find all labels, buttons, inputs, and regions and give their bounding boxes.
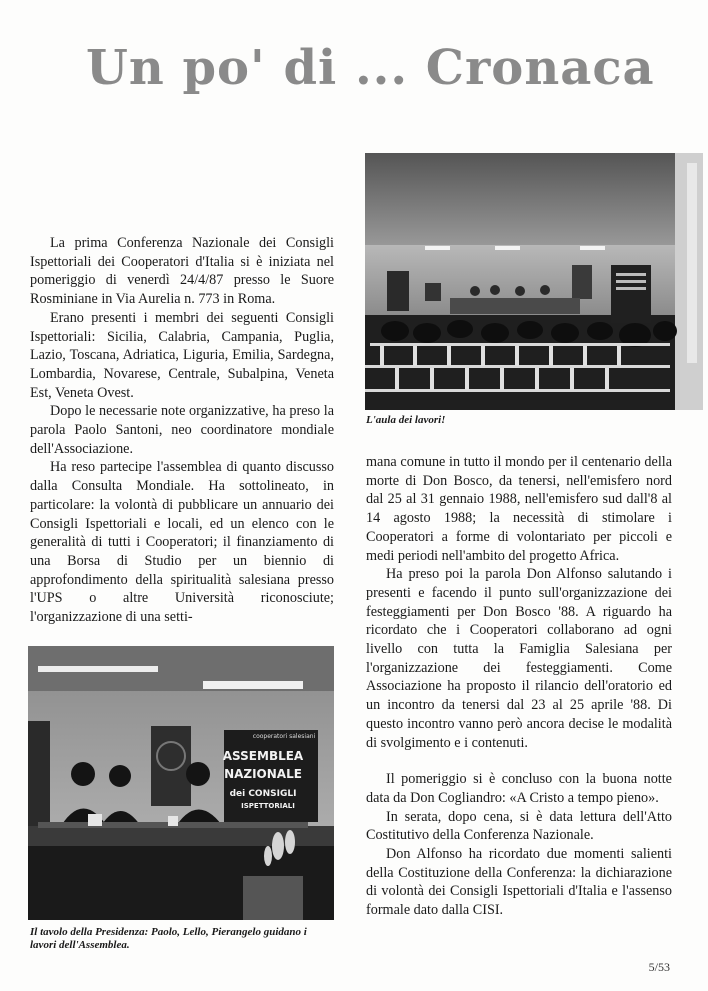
banner-line-2: NAZIONALE bbox=[224, 767, 302, 781]
paragraph: mana comune in tutto il mondo per il centenario della morte di Don Bosco, da tenersi, nell'emisfero nord dal 25 al 31 gennaio 1988, nell'emisfero sud dall'8 al 14 agosto 1988; la necessità di stimolare i Cooperatori a forme di volontariato per piccoli e medi periodi nell'ambito del progetto Africa. bbox=[366, 454, 672, 564]
photo-caption: Il tavolo della Presidenza: Paolo, Lello, Pierangelo guidano i lavori dell'Assemblea. bbox=[30, 926, 307, 951]
right-column bbox=[366, 453, 672, 920]
paragraph: Ha preso poi la parola Don Alfonso salutando i presenti e facendo il punto sull'organizzazione dei festeggiamenti per Don Bosco '88. A riguardo ha ricordato che i Cooperatori collaborano ad ogni livello con tutta la Famiglia Salesiana per l'organizzazione dei festeggiamenti. Come Associazione ha proposto il rilancio dell'oratorio ed un incontro da tenersi dal 23 al 25 aprile '88. Di questo incontro vanno però ancora decise le modalità di svolgimento e i contenuti. bbox=[366, 566, 672, 751]
paragraph: In serata, dopo cena, si è data lettura dell'Atto Costitutivo della Conferenza Nazionale. bbox=[366, 808, 672, 844]
banner-line-1: ASSEMBLEA bbox=[222, 749, 304, 763]
paragraph: Dopo le necessarie note organizzative, ha preso la parola Paolo Santoni, neo coordinatore mondiale dell'Associazione. bbox=[30, 403, 334, 457]
paragraph: Erano presenti i membri dei seguenti Consigli Ispettoriali: Sicilia, Calabria, Campania, Puglia, Lazio, Toscana, Adriatica, Liguria, Emilia, Sardegna, Lombardia, Novarese, Centrale, Subalpina, Veneta Est, Veneta Ovest. bbox=[30, 309, 334, 401]
banner-small-text: cooperatori salesiani bbox=[252, 733, 316, 740]
photo-presidency-table bbox=[28, 646, 334, 920]
paragraph: Don Alfonso ha ricordato due momenti salienti della Costituzione della Conferenza: la dichiarazione di volontà dei Consigli Ispettoriali d'Italia e l'assenso formale dato dalla CISI. bbox=[366, 846, 672, 919]
photo-conference-hall bbox=[365, 153, 703, 410]
left-column bbox=[30, 234, 334, 627]
page-number: 5/53 bbox=[648, 960, 670, 974]
paragraph: Ha reso partecipe l'assemblea di quanto discusso dalla Consulta Mondiale. Ha sottolineato, in particolare: la volontà di pubblicare un annuario dei Consigli Ispettoriali e locali, ed un elenco con le generalità di tutti i Cooperatori; il finanziamento di una Borsa di Studio per un biennio di approfondimento della spiritualità salesiana presso l'UPS o altre Università riconosciute; l'organizzazione di una setti- bbox=[30, 459, 334, 626]
photo-caption: L'aula dei lavori! bbox=[366, 414, 446, 426]
paragraph: La prima Conferenza Nazionale dei Consigli Ispettoriali dei Cooperatori d'Italia si è iniziata nel pomeriggio di venerdì 24/4/87 presso le Suore Rosminiane in Via Aurelia n. 773 in Roma. bbox=[30, 235, 334, 308]
banner-line-3: dei CONSIGLI bbox=[229, 789, 297, 799]
article-title: Un po' di ... Cronaca bbox=[86, 40, 655, 96]
banner-line-4: ISPETTORIALI bbox=[241, 802, 295, 810]
paragraph: Il pomeriggio si è concluso con la buona notte data da Don Cogliandro: «A Cristo a tempo pieno». bbox=[366, 771, 672, 806]
